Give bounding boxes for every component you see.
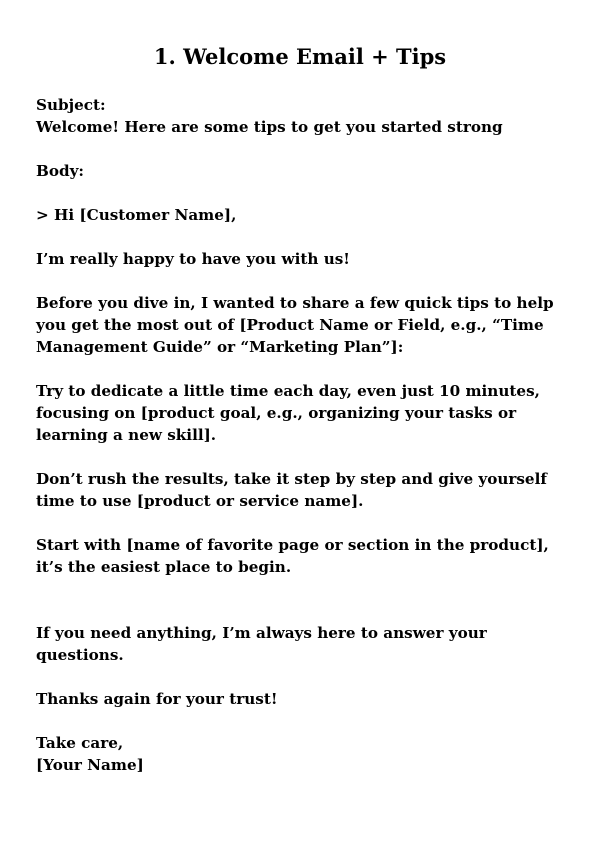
signoff: Take care, — [36, 734, 124, 752]
subject-label: Subject: — [36, 96, 106, 114]
greeting: > Hi [Customer Name], — [36, 206, 237, 224]
tip-daily-time: Try to dedicate a little time each day, even just 10 minutes, focusing on [product goal, e.g., organizing your tasks or learning a new skill]. — [36, 382, 540, 444]
signature-name: [Your Name] — [36, 756, 144, 774]
tip-no-rush: Don’t rush the results, take it step by step and give yourself time to use [product or service name]. — [36, 470, 547, 510]
paragraph-happy: I’m really happy to have you with us! — [36, 250, 350, 268]
subject-block — [36, 94, 576, 138]
document-title: 1. Welcome Email + Tips — [153, 44, 447, 69]
signature-block — [36, 732, 576, 776]
email-template — [36, 94, 576, 776]
subject-text: Welcome! Here are some tips to get you started strong — [36, 118, 503, 136]
body-label: Body: — [36, 162, 85, 180]
paragraph-intro: Before you dive in, I wanted to share a few quick tips to help you get the most out of [Product Name or Field, e.g., “Time Management Guide” or “Marketing Plan”]: — [36, 294, 554, 356]
tip-start-page: Start with [name of favorite page or section in the product], it’s the easiest place to begin. — [36, 536, 549, 576]
paragraph-help: If you need anything, I’m always here to answer your questions. — [36, 624, 487, 664]
paragraph-thanks: Thanks again for your trust! — [36, 690, 278, 708]
